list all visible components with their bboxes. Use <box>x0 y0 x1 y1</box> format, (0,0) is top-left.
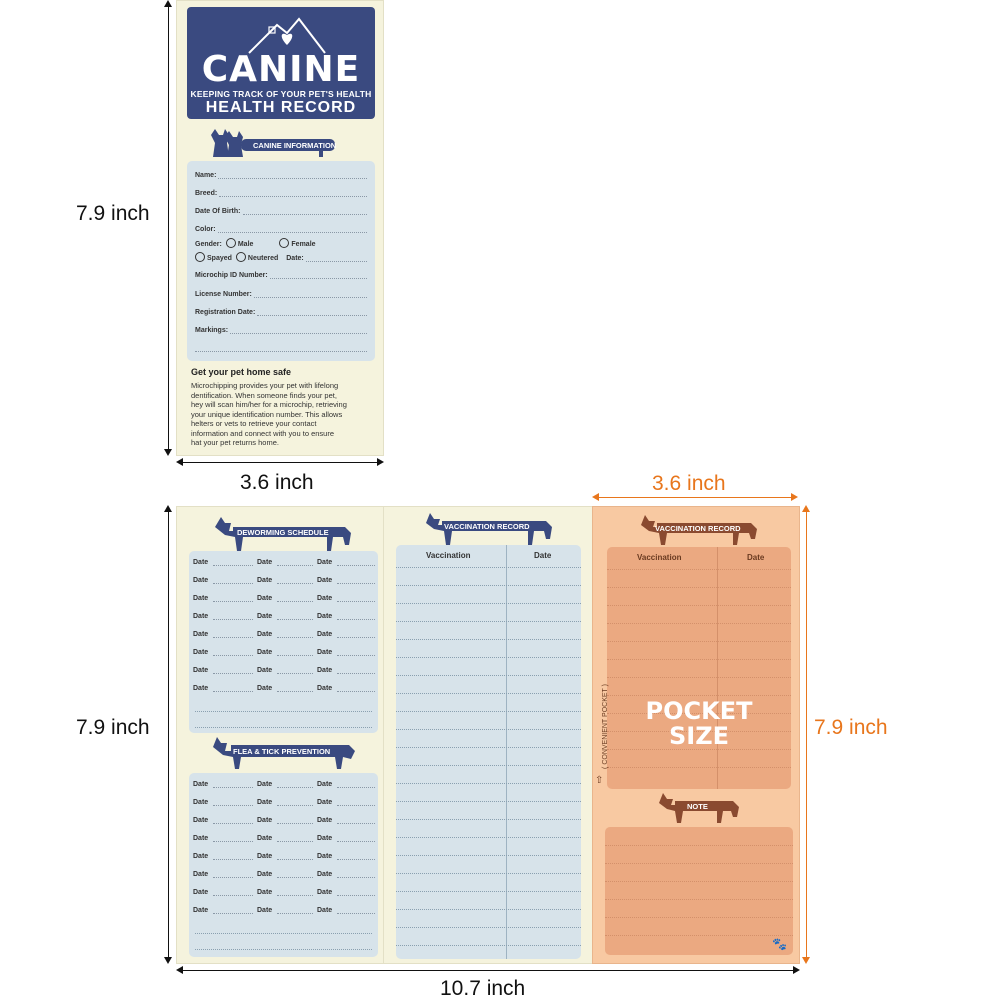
spread-width-arrow <box>178 970 798 971</box>
date-row[interactable] <box>193 559 374 569</box>
note-line[interactable] <box>605 845 793 846</box>
spread-width-arrow-right <box>793 966 800 974</box>
date-row[interactable] <box>193 817 374 827</box>
date-label: Date <box>257 667 273 674</box>
note-line[interactable] <box>605 899 793 900</box>
gender-field <box>195 238 367 248</box>
safe-line: helters or vets to retrieve your contact <box>191 419 317 428</box>
convenient-pocket-label: ( CONVENIENT POCKET ) <box>601 684 609 769</box>
date-label: Date <box>317 613 333 620</box>
table-rule[interactable] <box>396 729 581 730</box>
front-cover <box>176 0 384 456</box>
column-divider <box>506 545 507 959</box>
table-rule[interactable] <box>396 801 581 802</box>
panel-pocket <box>592 506 800 964</box>
blank-line[interactable] <box>195 711 372 712</box>
note-line[interactable] <box>605 863 793 864</box>
date-label: Date <box>317 907 333 914</box>
date-label: Date <box>317 577 333 584</box>
date-label: Date <box>257 907 273 914</box>
table-rule[interactable] <box>607 641 791 642</box>
date-row[interactable] <box>193 889 374 899</box>
paw-print-icon: 🐾 <box>772 937 787 951</box>
cover-width-label: 3.6 inch <box>240 471 314 494</box>
spread-width-label: 10.7 inch <box>440 977 526 1000</box>
date-row[interactable] <box>193 667 374 677</box>
date-label: Date <box>193 577 209 584</box>
table-rule[interactable] <box>396 603 581 604</box>
safe-line: dentification. When someone finds your pet, <box>191 390 337 400</box>
spread-height-arrow-top <box>164 505 172 512</box>
license-label: License Number: <box>195 291 252 298</box>
cover-height-label: 7.9 inch <box>76 202 150 225</box>
cover-width-arrow <box>178 462 382 463</box>
pocket-height-arrow-bottom <box>802 957 810 964</box>
pocket-date-col-header: Date <box>747 553 765 562</box>
date-label: Date <box>257 577 273 584</box>
table-rule[interactable] <box>396 693 581 694</box>
date-label: Date <box>257 871 273 878</box>
date-label: Date <box>257 649 273 656</box>
gender-label: Gender: <box>195 241 222 248</box>
table-rule[interactable] <box>396 909 581 910</box>
note-line[interactable] <box>605 881 793 882</box>
table-rule[interactable] <box>396 819 581 820</box>
date-label: Date <box>317 667 333 674</box>
cover-title-2: HEALTH RECORD <box>205 99 357 116</box>
cover-height-arrow-top <box>164 0 172 7</box>
deworming-box <box>189 551 378 733</box>
date-label: Date <box>193 781 209 788</box>
date-row[interactable] <box>193 613 374 623</box>
breed-label: Breed: <box>195 190 218 197</box>
table-rule[interactable] <box>396 639 581 640</box>
date-label: Date <box>193 835 209 842</box>
deworming-title: DEWORMING SCHEDULE <box>237 528 329 537</box>
spread-width-arrow-left <box>176 966 183 974</box>
pocket-vaccination-table <box>607 547 791 789</box>
spayed-label: Spayed <box>207 255 232 262</box>
date-label: Date <box>317 799 333 806</box>
color-label: Color: <box>195 226 216 233</box>
column-divider <box>717 547 718 789</box>
markings-label: Markings: <box>195 327 229 334</box>
vaccination-banner <box>424 511 554 547</box>
blank-line[interactable] <box>195 949 372 950</box>
date-row[interactable] <box>193 781 374 791</box>
date-label: Date <box>193 853 209 860</box>
date-col-header: Date <box>534 551 552 560</box>
cover-height-arrow-bottom <box>164 449 172 456</box>
table-rule[interactable] <box>607 569 791 570</box>
safe-line: Microchipping provides your pet with lifelong <box>191 381 339 390</box>
female-radio[interactable] <box>279 238 289 248</box>
canine-info-box <box>187 161 375 361</box>
date-row[interactable] <box>193 577 374 587</box>
note-line[interactable] <box>605 917 793 918</box>
date-label: Date <box>257 631 273 638</box>
table-rule[interactable] <box>396 891 581 892</box>
date-label: Date <box>257 853 273 860</box>
date-row[interactable] <box>193 853 374 863</box>
note-line[interactable] <box>605 935 793 936</box>
safe-title: Get your pet home safe <box>191 367 292 377</box>
pocket-line-2: SIZE <box>668 722 729 750</box>
pocket-height-arrow-top <box>802 505 810 512</box>
cover-subtitle: KEEPING TRACK OF YOUR PET'S HEALTH <box>190 89 372 99</box>
date-row[interactable] <box>193 595 374 605</box>
color-field[interactable] <box>195 225 367 233</box>
table-rule[interactable] <box>607 623 791 624</box>
markings-field[interactable] <box>195 326 367 334</box>
date-label: Date <box>193 559 209 566</box>
deworming-banner <box>213 513 353 553</box>
table-rule[interactable] <box>396 927 581 928</box>
date-row[interactable] <box>193 835 374 845</box>
vaccination-table <box>396 545 581 959</box>
table-rule[interactable] <box>396 747 581 748</box>
date-label: Date <box>257 799 273 806</box>
table-rule[interactable] <box>396 945 581 946</box>
spayed-radio[interactable] <box>195 252 205 262</box>
date-label: Date <box>317 835 333 842</box>
pocket-line-1: POCKET <box>645 697 753 725</box>
safe-body <box>191 381 377 448</box>
date-label: Date <box>193 595 209 602</box>
table-rule[interactable] <box>396 855 581 856</box>
table-rule[interactable] <box>396 837 581 838</box>
name-field[interactable] <box>195 171 367 179</box>
table-rule[interactable] <box>396 585 581 586</box>
date-label: Date <box>193 685 209 692</box>
panel-vaccination <box>384 506 592 964</box>
safe-line: your unique identification number. This allows <box>191 409 343 419</box>
pocket-height-label: 7.9 inch <box>814 716 888 739</box>
table-rule[interactable] <box>607 767 791 768</box>
table-rule[interactable] <box>607 695 791 696</box>
date-label: Date <box>257 835 273 842</box>
date-label: Date <box>193 799 209 806</box>
spay-neuter-field <box>195 252 367 262</box>
pocket-width-arrow <box>594 497 796 498</box>
date-label: Date <box>317 685 333 692</box>
dob-label: Date Of Birth: <box>195 208 241 215</box>
date-label: Date <box>317 871 333 878</box>
canine-info-banner <box>209 125 339 159</box>
spread-height-arrow-bottom <box>164 957 172 964</box>
spay-date-label: Date: <box>286 255 304 262</box>
male-radio[interactable] <box>226 238 236 248</box>
date-label: Date <box>257 889 273 896</box>
date-label: Date <box>317 853 333 860</box>
pocket-width-label: 3.6 inch <box>652 472 726 495</box>
cover-title: CANINE <box>201 49 361 90</box>
pocket-size-label <box>607 699 791 749</box>
panel-deworming <box>176 506 384 964</box>
date-row[interactable] <box>193 907 374 917</box>
flea-tick-box <box>189 773 378 957</box>
date-row[interactable] <box>193 631 374 641</box>
note-title: NOTE <box>687 802 708 811</box>
date-row[interactable] <box>193 871 374 881</box>
date-label: Date <box>317 595 333 602</box>
table-rule[interactable] <box>396 621 581 622</box>
registration-field[interactable] <box>195 308 367 316</box>
date-label: Date <box>317 649 333 656</box>
date-row[interactable] <box>193 799 374 809</box>
vaccination-title: VACCINATION RECORD <box>444 522 530 531</box>
date-label: Date <box>257 685 273 692</box>
cover-width-arrow-right <box>377 458 384 466</box>
date-label: Date <box>193 631 209 638</box>
neutered-label: Neutered <box>247 255 279 262</box>
date-label: Date <box>257 595 273 602</box>
safe-line: hey will scan him/her for a microchip, retrieving <box>191 400 347 409</box>
date-label: Date <box>317 781 333 788</box>
flea-tick-banner <box>211 735 357 771</box>
date-label: Date <box>317 631 333 638</box>
date-label: Date <box>317 817 333 824</box>
cover-height-arrow <box>168 2 169 454</box>
spread-height-label: 7.9 inch <box>76 716 150 739</box>
blank-line[interactable] <box>195 933 372 934</box>
spread-height-arrow <box>168 508 169 962</box>
safe-line: information and connect with you to ensure <box>191 428 335 438</box>
vaccination-col-header: Vaccination <box>426 551 471 560</box>
safe-line: hat your pet returns home. <box>191 438 279 447</box>
breed-field[interactable] <box>195 189 367 197</box>
markings-extra-line[interactable] <box>195 344 367 352</box>
pocket-vaccination-banner <box>639 513 759 547</box>
license-field[interactable] <box>195 290 367 298</box>
name-label: Name: <box>195 172 217 179</box>
microchip-field[interactable] <box>195 271 367 279</box>
date-label: Date <box>193 907 209 914</box>
inside-spread <box>176 506 800 964</box>
pocket-width-arrow-left <box>592 493 599 501</box>
cover-width-arrow-left <box>176 458 183 466</box>
table-rule[interactable] <box>396 657 581 658</box>
date-label: Date <box>317 889 333 896</box>
table-rule[interactable] <box>396 711 581 712</box>
date-label: Date <box>193 649 209 656</box>
neutered-radio[interactable] <box>236 252 246 262</box>
date-label: Date <box>257 613 273 620</box>
pocket-height-arrow <box>806 508 807 962</box>
table-rule[interactable] <box>607 677 791 678</box>
table-rule[interactable] <box>396 675 581 676</box>
flea-tick-title: FLEA & TICK PREVENTION <box>233 747 331 756</box>
table-rule[interactable] <box>396 567 581 568</box>
pocket-vaccination-col-header: Vaccination <box>637 553 682 562</box>
dob-field[interactable] <box>195 207 367 215</box>
table-rule[interactable] <box>607 659 791 660</box>
note-box <box>605 827 793 955</box>
date-label: Date <box>193 667 209 674</box>
date-label: Date <box>193 613 209 620</box>
table-rule[interactable] <box>396 873 581 874</box>
date-label: Date <box>257 559 273 566</box>
pocket-vaccination-title: VACCINATION RECORD <box>655 524 741 533</box>
microchip-label: Microchip ID Number: <box>195 272 268 279</box>
date-label: Date <box>317 559 333 566</box>
blank-line[interactable] <box>195 727 372 728</box>
table-rule[interactable] <box>396 765 581 766</box>
date-label: Date <box>257 781 273 788</box>
male-label: Male <box>237 241 254 248</box>
table-rule[interactable] <box>607 587 791 588</box>
cover-banner <box>187 7 375 119</box>
date-label: Date <box>193 871 209 878</box>
table-rule[interactable] <box>396 783 581 784</box>
date-row[interactable] <box>193 685 374 695</box>
date-label: Date <box>193 889 209 896</box>
registration-label: Registration Date: <box>195 309 256 316</box>
canine-info-title: CANINE INFORMATION <box>253 141 337 150</box>
female-label: Female <box>291 241 316 248</box>
date-row[interactable] <box>193 649 374 659</box>
table-rule[interactable] <box>607 605 791 606</box>
pocket-width-arrow-right <box>791 493 798 501</box>
note-banner <box>657 791 741 825</box>
up-arrow-icon: ⇧ <box>595 775 604 786</box>
date-label: Date <box>257 817 273 824</box>
date-label: Date <box>193 817 209 824</box>
